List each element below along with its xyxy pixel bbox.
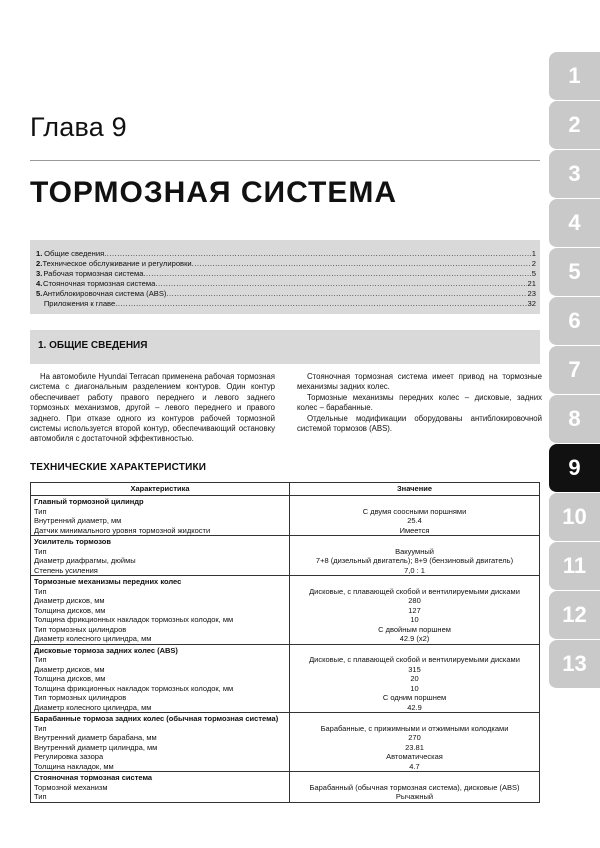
chapter-tab-11[interactable]: 11 [549,542,600,591]
chapter-tab-4[interactable]: 4 [549,199,600,248]
toc-leader [166,289,526,299]
toc-item[interactable] [36,279,536,289]
value-cell: Барабанные, с прижимными и отжимными колодками [290,724,540,734]
table-group-row [31,772,540,783]
chapter-tab-5[interactable]: 5 [549,248,600,297]
table-row [31,752,540,762]
toc-number: 2. [36,259,43,268]
table-row [31,587,540,597]
value-cell: 25.4 [290,516,540,526]
value-cell: 20 [290,674,540,684]
value-cell: С двойным поршнем [290,625,540,635]
value-cell: С двумя соосными поршнями [290,507,540,517]
group-title: Усилитель тормозов [31,536,290,547]
toc-page: 5 [531,269,536,278]
toc-number: 1. [36,249,43,258]
chapter-tab-9[interactable]: 9 [549,444,600,493]
value-cell: Автоматическая [290,752,540,762]
table-of-contents [30,240,540,314]
group-title: Тормозные механизмы передних колес [31,576,290,587]
param-cell: Тип тормозных цилиндров [31,625,290,635]
toc-page: 1 [531,249,536,258]
group-value-cell [290,496,540,507]
chapter-tab-8[interactable]: 8 [549,395,600,444]
body-column-right [297,372,542,434]
table-row [31,762,540,772]
param-cell: Внутренний диаметр, мм [31,516,290,526]
toc-page: 21 [527,279,536,288]
param-cell: Степень усиления [31,566,290,576]
chapter-title: ТОРМОЗНАЯ СИСТЕМА [30,176,398,209]
paragraph: На автомобиле Hyundai Terracan применена рабочая тормозная система с диагональным разделением контуров. Один контур обеспечивает работу правого переднего и левого заднего тормозных механизмов, другой – левого переднего и правого заднего. При отказе одного из контуров рабочей тормозной системы используется второй контур, обеспечивающий остановку автомобиля с достаточной эффективностью. [30,372,275,444]
paragraph: Стояночная тормозная система имеет привод на тормозные механизмы задних колес. [297,372,542,392]
table-group-row [31,496,540,507]
value-cell: Барабанный (обычная тормозная система), дисковые (ABS) [290,783,540,793]
table-row [31,743,540,753]
param-cell: Регулировка зазора [31,752,290,762]
toc-item[interactable] [36,289,536,299]
table-row [31,665,540,675]
value-cell: Имеется [290,526,540,536]
table-group-row [31,713,540,724]
table-row [31,792,540,802]
toc-title: Стояночная тормозная система [43,279,156,288]
param-cell: Толщина дисков, мм [31,606,290,616]
toc-title: Техническое обслуживание и регулировки [42,259,192,268]
param-cell: Тормозной механизм [31,783,290,793]
table-row [31,606,540,616]
value-cell: 23.81 [290,743,540,753]
param-cell: Внутренний диаметр барабана, мм [31,733,290,743]
toc-title: Приложения к главе [43,299,116,308]
param-cell: Толщина накладок, мм [31,762,290,772]
value-cell: Дисковые, с плавающей скобой и вентилируемыми дисками [290,587,540,597]
group-value-cell [290,644,540,655]
column-header-parameter: Характеристика [31,483,290,496]
toc-number: 3. [36,269,43,278]
table-row [31,507,540,517]
param-cell: Тип [31,507,290,517]
section-heading: 1. ОБЩИЕ СВЕДЕНИЯ [30,330,540,364]
chapter-tabs [549,52,600,689]
table-row [31,625,540,635]
table-row [31,733,540,743]
value-cell: 10 [290,684,540,694]
table-row [31,566,540,576]
value-cell: Дисковые, с плавающей скобой и вентилируемыми дисками [290,655,540,665]
param-cell: Тип [31,655,290,665]
param-cell: Тип [31,587,290,597]
param-cell: Тип тормозных цилиндров [31,693,290,703]
column-header-value: Значение [290,483,540,496]
table-header-row [31,483,540,496]
value-cell: 270 [290,733,540,743]
table-row [31,615,540,625]
table-row [31,634,540,644]
toc-leader [104,249,531,259]
param-cell: Толщина фрикционных накладок тормозных колодок, мм [31,615,290,625]
toc-title: Общие сведения [44,249,105,258]
toc-title: Антиблокировочная система (ABS) [42,289,167,298]
param-cell: Тип [31,724,290,734]
table-group-row [31,576,540,587]
param-cell: Толщина дисков, мм [31,674,290,684]
table-group-row [31,536,540,547]
param-cell: Внутренний диаметр цилиндра, мм [31,743,290,753]
group-value-cell [290,713,540,724]
param-cell: Тип [31,792,290,802]
chapter-label: Глава 9 [30,112,127,142]
toc-item[interactable] [36,299,536,309]
table-row [31,703,540,713]
param-cell: Диаметр дисков, мм [31,596,290,606]
toc-leader [115,299,526,309]
table-row [31,693,540,703]
table-row [31,655,540,665]
group-value-cell [290,536,540,547]
group-title: Дисковые тормоза задних колес (ABS) [31,644,290,655]
toc-page: 23 [527,289,536,298]
table-row [31,783,540,793]
toc-title: Рабочая тормозная система [43,269,144,278]
body-column-left [30,372,275,445]
chapter-tab-1[interactable]: 1 [549,52,600,101]
value-cell: Вакуумный [290,547,540,557]
toc-leader [155,279,526,289]
value-cell: Рычажный [290,792,540,802]
value-cell: 127 [290,606,540,616]
chapter-tab-7[interactable]: 7 [549,346,600,395]
group-value-cell [290,772,540,783]
title-divider [30,160,540,161]
toc-leader [143,269,530,279]
paragraph: Отдельные модификации оборудованы антиблокировочной системой тормозов (ABS). [297,413,542,434]
group-title: Стояночная тормозная система [31,772,290,783]
table-row [31,547,540,557]
value-cell: 7,0 : 1 [290,566,540,576]
param-cell: Диаметр колесного цилиндра, мм [31,634,290,644]
toc-item[interactable] [36,259,536,269]
table-group-row [31,644,540,655]
value-cell: 315 [290,665,540,675]
toc-page: 32 [527,299,536,308]
group-value-cell [290,576,540,587]
specs-heading: ТЕХНИЧЕСКИЕ ХАРАКТЕРИСТИКИ [30,462,207,473]
chapter-tab-2[interactable]: 2 [549,101,600,150]
toc-number: 4. [36,279,43,288]
table-row [31,684,540,694]
value-cell: 280 [290,596,540,606]
table-row [31,556,540,566]
value-cell: 7+8 (дизельный двигатель); 8+9 (бензиновый двигатель) [290,556,540,566]
toc-number: 5. [36,289,43,298]
value-cell: 42.9 [290,703,540,713]
param-cell: Диаметр колесного цилиндра, мм [31,703,290,713]
chapter-tab-3[interactable]: 3 [549,150,600,199]
chapter-tab-10[interactable]: 10 [549,493,600,542]
param-cell: Диаметр диафрагмы, дюймы [31,556,290,566]
table-row [31,674,540,684]
toc-page: 2 [531,259,536,268]
table-row [31,516,540,526]
chapter-tab-13[interactable]: 13 [549,640,600,689]
table-row [31,596,540,606]
paragraph: Тормозные механизмы передних колес – дисковые, задних колес – барабанные. [297,392,542,413]
param-cell: Тип [31,547,290,557]
group-title: Главный тормозной цилиндр [31,496,290,507]
chapter-tab-6[interactable]: 6 [549,297,600,346]
table-row [31,724,540,734]
value-cell: 42.9 (x2) [290,634,540,644]
value-cell: С одним поршнем [290,693,540,703]
param-cell: Толщина фрикционных накладок тормозных колодок, мм [31,684,290,694]
param-cell: Диаметр дисков, мм [31,665,290,675]
specs-table [30,482,540,803]
toc-item[interactable] [36,269,536,279]
group-title: Барабанные тормоза задних колес (обычная тормозная система) [31,713,290,724]
value-cell: 10 [290,615,540,625]
value-cell: 4.7 [290,762,540,772]
toc-item[interactable] [36,249,536,259]
table-row [31,526,540,536]
chapter-tab-12[interactable]: 12 [549,591,600,640]
param-cell: Датчик минимального уровня тормозной жидкости [31,526,290,536]
toc-leader [192,259,531,269]
